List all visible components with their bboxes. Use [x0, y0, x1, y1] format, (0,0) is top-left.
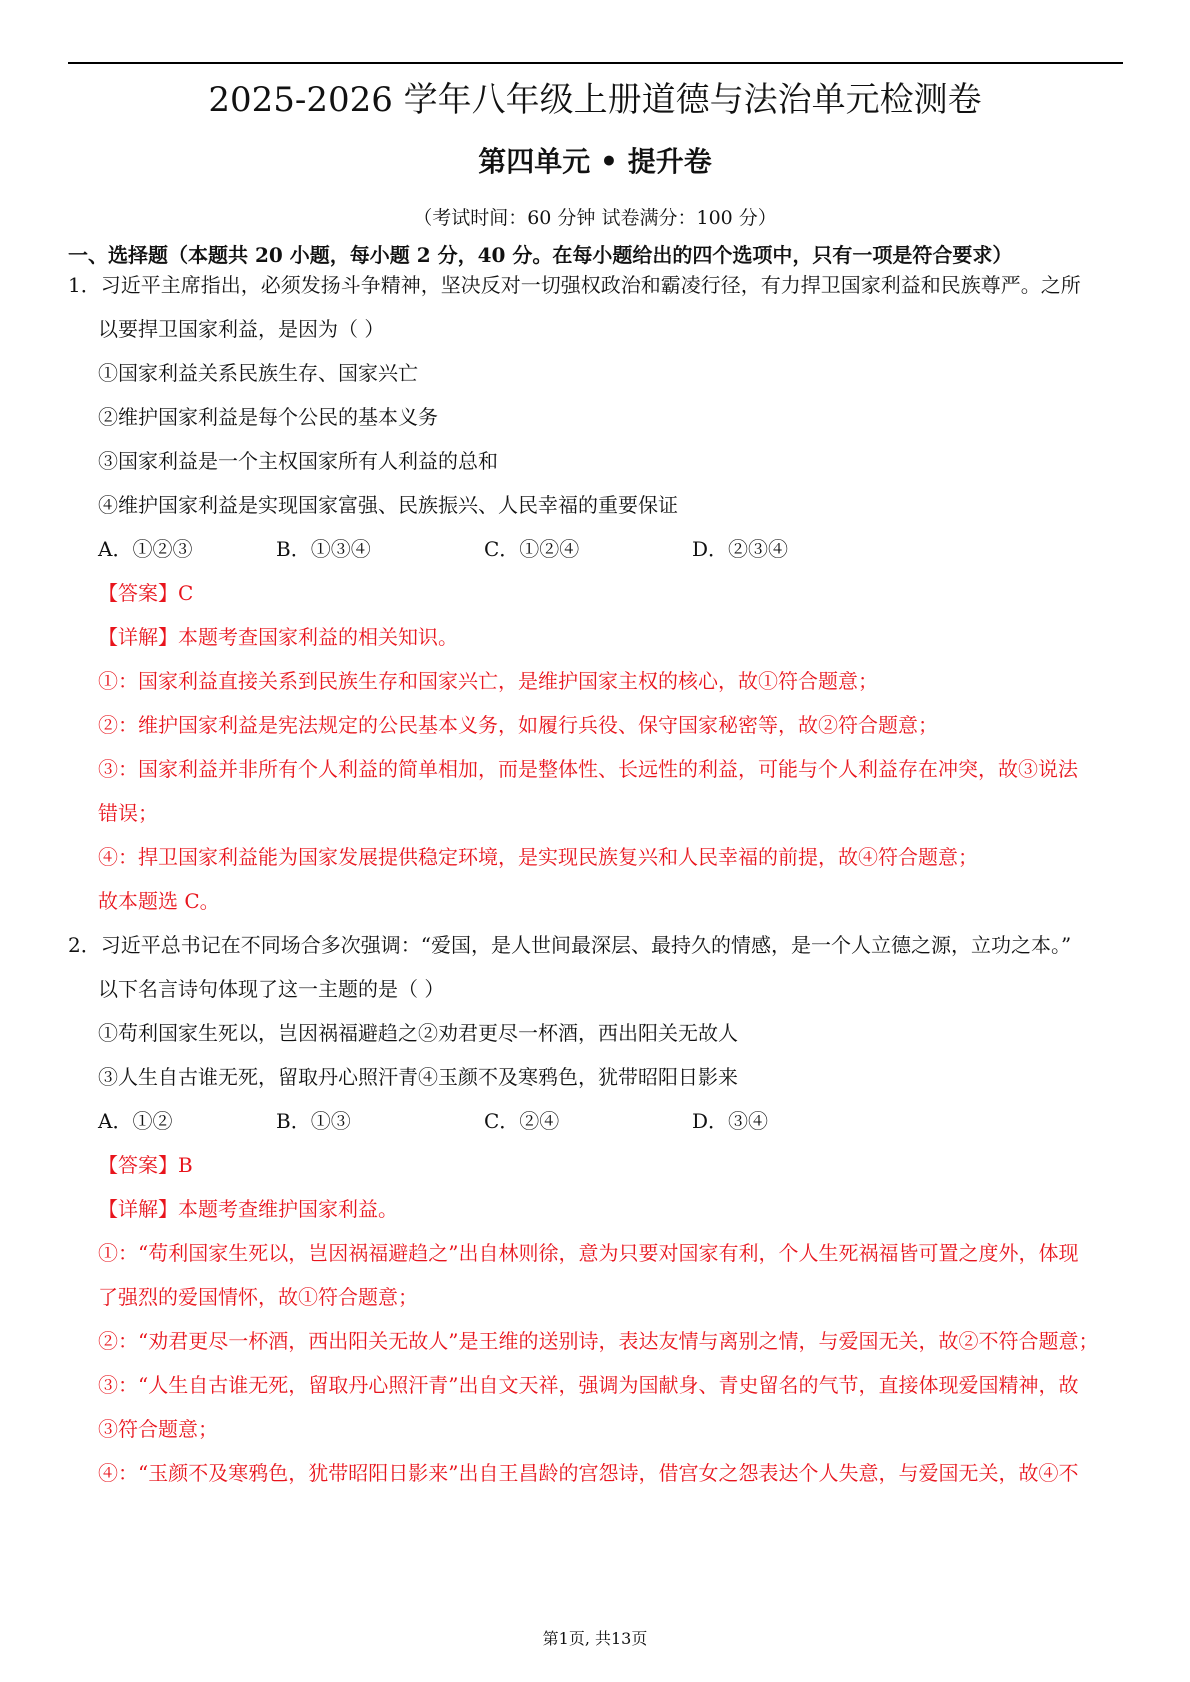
- top-rule: [68, 62, 1123, 64]
- q1-analysis-title: 【详解】本题考查国家利益的相关知识。: [98, 625, 458, 649]
- q1-analysis-2: ②：维护国家利益是宪法规定的公民基本义务，如履行兵役、保守国家秘密等，故②符合题意；: [98, 713, 938, 737]
- q1-analysis-6: 故本题选 C。: [98, 889, 220, 913]
- q2-option-b: B．①③: [276, 1109, 351, 1133]
- q2-option-c: C．②④: [484, 1109, 560, 1133]
- q2-stem-line1: 2．习近平总书记在不同场合多次强调：“爱国，是人世间最深层、最持久的情感，是一个人立德之源，立功之本。”: [68, 933, 1072, 957]
- q1-item-3: ③国家利益是一个主权国家所有人利益的总和: [98, 449, 498, 473]
- q1-item-2: ②维护国家利益是每个公民的基本义务: [98, 405, 438, 429]
- section-heading: 一、选择题（本题共 20 小题，每小题 2 分，40 分。在每小题给出的四个选项中，只有一项是符合要求）: [68, 243, 1013, 267]
- q1-analysis-5: ④：捍卫国家利益能为国家发展提供稳定环境，是实现民族复兴和人民幸福的前提，故④符合题意；: [98, 845, 978, 869]
- q2-stem-line2: 以下名言诗句体现了这一主题的是（ ）: [98, 977, 445, 1001]
- page-footer: 第1页, 共13页: [542, 1629, 648, 1648]
- q1-answer: 【答案】C: [98, 581, 194, 605]
- q2-analysis-title: 【详解】本题考查维护国家利益。: [98, 1197, 398, 1221]
- q1-option-b: B．①③④: [276, 537, 371, 561]
- q1-item-1: ①国家利益关系民族生存、国家兴亡: [98, 361, 418, 385]
- q1-stem-line1: 1．习近平主席指出，必须发扬斗争精神，坚决反对一切强权政治和霸凌行径，有力捍卫国家利益和民族尊严。之所: [68, 273, 1081, 297]
- q2-option-d: D．③④: [692, 1109, 769, 1133]
- q2-answer: 【答案】B: [98, 1153, 193, 1177]
- q1-option-a: A．①②③: [98, 537, 193, 561]
- q2-analysis-6: ④：“玉颜不及寒鸦色，犹带昭阳日影来”出自王昌龄的宫怨诗，借宫女之怨表达个人失意，与爱国无关，故④不: [98, 1461, 1079, 1485]
- q2-analysis-1: ①：“苟利国家生死以，岂因祸福避趋之”出自林则徐，意为只要对国家有利，个人生死祸福皆可置之度外，体现: [98, 1241, 1079, 1265]
- q1-analysis-4: 错误；: [98, 801, 158, 825]
- q2-item-1: ①苟利国家生死以，岂因祸福避趋之②劝君更尽一杯酒，西出阳关无故人: [98, 1021, 738, 1045]
- q1-stem-line2: 以要捍卫国家利益，是因为（ ）: [98, 317, 385, 341]
- q2-analysis-4: ③：“人生自古谁无死，留取丹心照汗青”出自文天祥，强调为国献身、青史留名的气节，直接体现爱国精神，故: [98, 1373, 1079, 1397]
- q2-analysis-2: 了强烈的爱国情怀，故①符合题意；: [98, 1285, 418, 1309]
- q2-item-2: ③人生自古谁无死，留取丹心照汗青④玉颜不及寒鸦色，犹带昭阳日影来: [98, 1065, 738, 1089]
- q1-analysis-1: ①：国家利益直接关系到民族生存和国家兴亡，是维护国家主权的核心，故①符合题意；: [98, 669, 878, 693]
- q1-item-4: ④维护国家利益是实现国家富强、民族振兴、人民幸福的重要保证: [98, 493, 678, 517]
- q2-option-a: A．①②: [98, 1109, 173, 1133]
- q1-analysis-3: ③：国家利益并非所有个人利益的简单相加，而是整体性、长远性的利益，可能与个人利益存在冲突，故③说法: [98, 757, 1078, 781]
- exam-info: （考试时间：60 分钟 试卷满分：100 分）: [413, 207, 777, 229]
- q2-analysis-5: ③符合题意；: [98, 1417, 218, 1441]
- exam-subtitle: 第四单元 • 提升卷: [478, 145, 712, 178]
- exam-title: 2025-2026 学年八年级上册道德与法治单元检测卷: [208, 80, 982, 120]
- q1-option-d: D．②③④: [692, 537, 789, 561]
- q2-analysis-3: ②：“劝君更尽一杯酒，西出阳关无故人”是王维的送别诗，表达友情与离别之情，与爱国无关，故②不符合题意；: [98, 1329, 1099, 1353]
- q1-option-c: C．①②④: [484, 537, 580, 561]
